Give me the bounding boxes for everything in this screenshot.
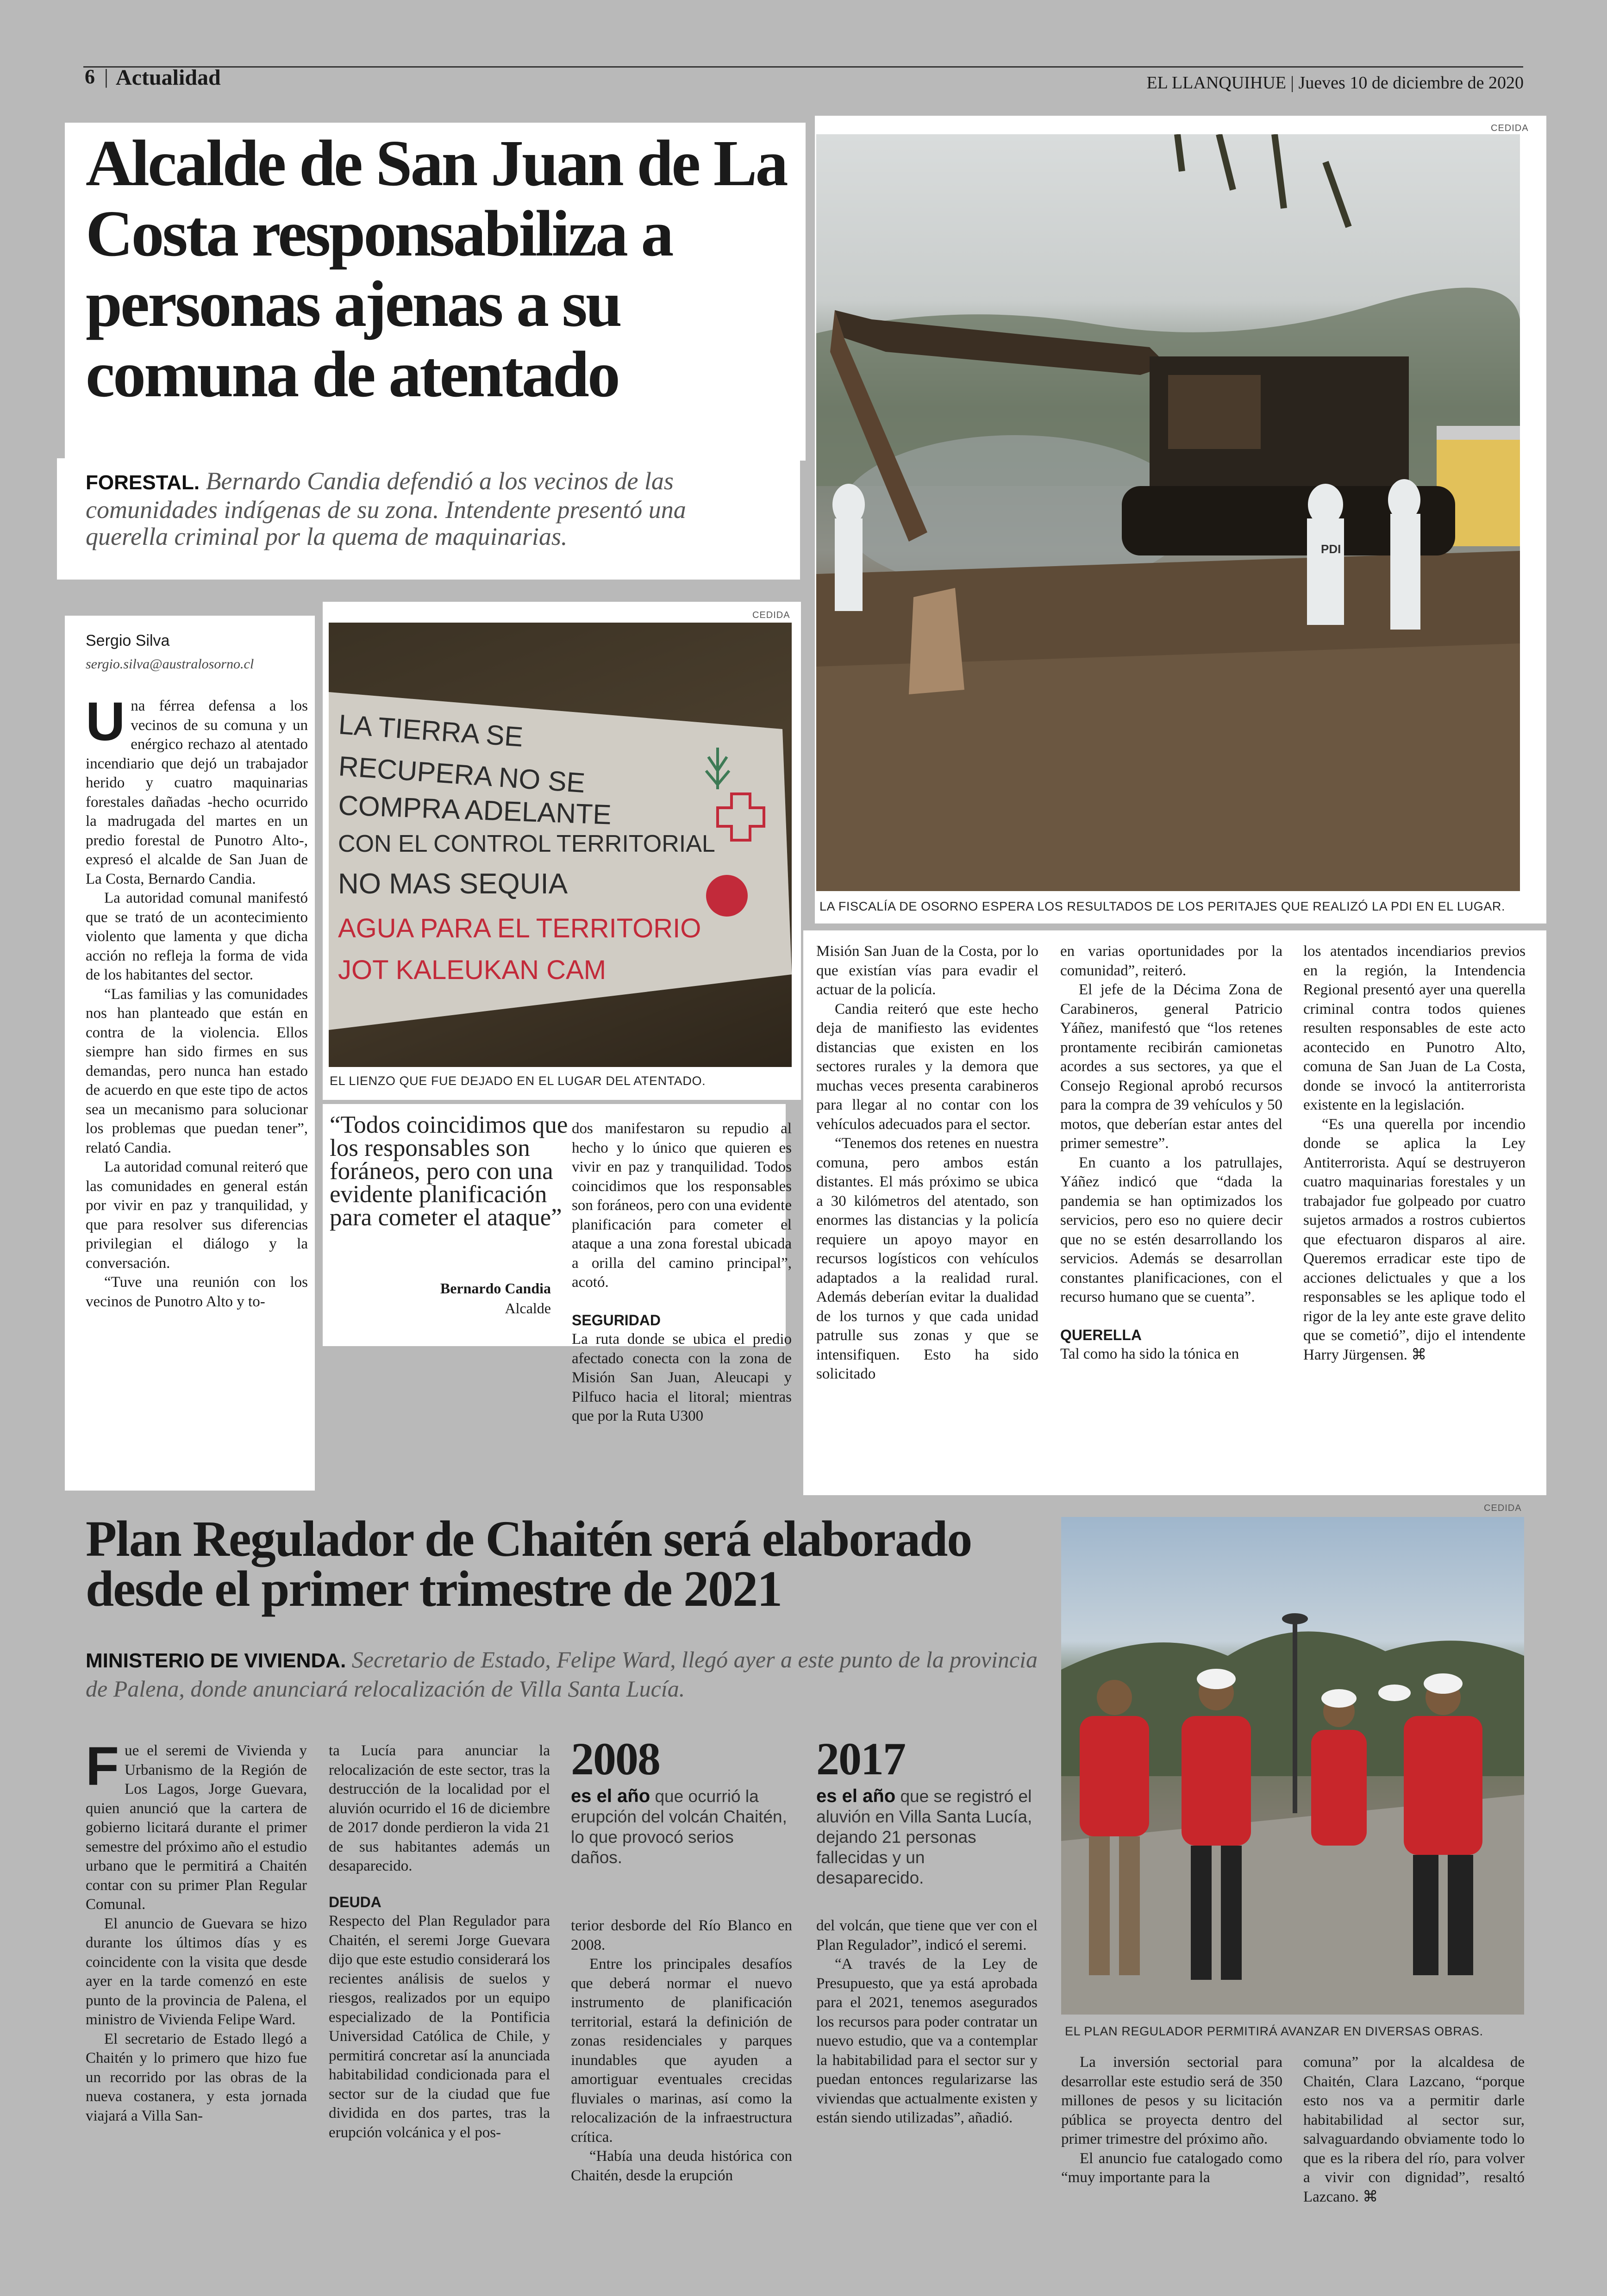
article1-column-3: [816, 942, 1038, 1384]
article2-column-2: [329, 1741, 550, 2142]
officials-walking-scene: [1061, 1517, 1524, 2015]
page-number: 6: [85, 65, 95, 88]
pull-quote: “Todos coincidimos que los responsables son foráneos, pero con una evidente planificación para cometer el ataque”: [330, 1111, 568, 1231]
paragraph: Respecto del Plan Regulador para Chaitén, el seremi Jorge Guevara dijo que este estudio considerará los recientes análisis de suelos y riesgos, realizados por un equipo especializado de la Pontificia Universidad Católica de Chile, y permitirá concretar así la anunciada habitabilidad condicionada para el sector sur de la ciudad que fue dividida en dos partes, tras la erupción volcánica y el pos-: [329, 1913, 550, 2141]
article2-column-6: [1303, 2053, 1525, 2207]
protest-banner: [329, 623, 792, 1067]
subhead-querella: QUERELLA: [1060, 1326, 1142, 1343]
paragraph: na férrea defensa a los vecinos de su comuna y un enérgico rechazo al atentado incendiario que dejó un trabajador herido y cuatro maquinarias forestales dañadas -hecho ocurrido la madrugada del martes en un predio forestal de Punotro Alto-, expresó el alcalde de San Juan de La Costa, Bernardo Candia.: [86, 698, 308, 887]
main-photo-credit: CEDIDA: [1491, 123, 1529, 133]
paragraph: dos manifestaron su repudio al hecho y lo único que quieren es vivir en paz y tranquilidad. Todos coincidimos que los responsables son foráneos, pero con una evidente planificación para cometer el ataque a una zona forestal ubicada a orilla del camino principal”, acotó.: [572, 1120, 792, 1291]
paragraph: comuna” por la alcaldesa de Chaitén, Clara Lazcano, “porque esto nos va a permitir darle habitabilidad al sector sur, salvaguardando obviamente todo lo que es la ribera del río, para volver a vivir con dignidad”, resaltó Lazcano. ⌘: [1303, 2054, 1525, 2205]
masthead-separator: |: [1290, 73, 1299, 93]
paragraph: en varias oportunidades por la comunidad”, reiteró.: [1060, 943, 1282, 979]
paragraph: ta Lucía para anunciar la relocalización de este sector, tras la destrucción de la localidad por el aluvión ocurrido el 16 de diciembre de 2017 donde perdieron la vida 21 de sus habitantes además un desaparecido.: [329, 1742, 550, 1874]
banner-line-7: JOT KALEUKAN CAM: [338, 955, 607, 985]
article1-column-4: [1060, 942, 1282, 1364]
paragraph: Tal como ha sido la tónica en: [1060, 1346, 1239, 1362]
banner-line-3: COMPRA ADELANTE: [338, 790, 612, 830]
article1-column-2: [572, 1119, 792, 1426]
article1-headline: Alcalde de San Juan de La Costa responsabiliza a personas ajenas a su comuna de atentado: [86, 126, 787, 411]
fact-bold: es el año: [816, 1786, 896, 1806]
paragraph: Misión San Juan de la Costa, por lo que existían vías para evadir el actuar de la policía.: [816, 943, 1038, 998]
red-circle-icon: [706, 875, 748, 917]
paragraph: El anuncio de Guevara se hizo durante los últimos días y es coincidente con la visita que desde ayer en la tarde comenzó en este punto de la provincia de Palena, el ministro de Vivienda Felipe Ward.: [86, 1915, 307, 2028]
article2-dropcap: F: [86, 1736, 119, 1797]
main-photo: [816, 134, 1520, 891]
main-photo-caption: LA FISCALÍA DE OSORNO ESPERA LOS RESULTADOS DE LOS PERITAJES QUE REALIZÓ LA PDI EN EL LUGAR.: [819, 899, 1506, 913]
fact-description: que ocurrió la erupción del volcán Chaitén, lo que provocó serios daños.: [571, 1787, 787, 1867]
fact-bold: es el año: [571, 1786, 650, 1806]
paragraph: En cuanto a los patrullajes, Yáñez indicó que “dada la pandemia se han optimizados los servicios, pero eso no quiere decir que no se estén desarrollando los servicios. Además se desarrollan constantes planificaciones, con el recurso humano que se cuenta”.: [1060, 1154, 1282, 1305]
lede-text: Bernardo Candia defendió a los vecinos de las comunidades indígenas de su zona. Intendente presentó una querella criminal por la quema de maquinarias.: [86, 467, 686, 550]
paragraph: La inversión sectorial para desarrollar este estudio será de 350 millones de pesos y su licitación pública se proyecta dentro del primer trimestre del próximo año.: [1061, 2054, 1282, 2147]
fact-year: 2017: [816, 1733, 905, 1784]
article2-headline: Plan Regulador de Chaitén será elaborado desde el primer trimestre de 2021: [86, 1510, 972, 1617]
fact-box-2008: [571, 1733, 788, 1868]
paragraph: terior desborde del Río Blanco en 2008.: [571, 1917, 792, 1953]
article1-lede: [86, 468, 757, 550]
paragraph: “Tuve una reunión con los vecinos de Punotro Alto y to-: [86, 1274, 308, 1310]
paragraph: El anuncio fue catalogado como “muy importante para la: [1061, 2150, 1282, 2186]
banner-photo-caption: EL LIENZO QUE FUE DEJADO EN EL LUGAR DEL ATENTADO.: [330, 1074, 706, 1088]
article2-column-5: [1061, 2053, 1282, 2188]
paragraph: La ruta donde se ubica el predio afectado conecta con la zona de Misión San Juan, Aleucapi y Pilfuco hacia el litoral; mientras que por la Ruta U300: [572, 1331, 792, 1424]
chaiten-photo: [1061, 1517, 1524, 2015]
fact-text: [571, 1786, 788, 1868]
section-name: Actualidad: [116, 65, 221, 90]
paragraph: del volcán, que tiene que ver con el Plan Regulador”, indicó el seremi.: [816, 1917, 1038, 1953]
banner-photo: [329, 623, 792, 1067]
burned-excavator-scene: [816, 134, 1520, 891]
chaiten-photo-caption: EL PLAN REGULADOR PERMITIRÁ AVANZAR EN DIVERSAS OBRAS.: [1065, 2024, 1483, 2038]
banner-line-4: CON EL CONTROL TERRITORIAL: [338, 830, 715, 857]
article1-column-5: [1303, 942, 1526, 1365]
paragraph: Candia reiteró que este hecho deja de manifiesto las evidentes distancias que existen en los sectores rurales y la demora que muchas veces presenta carabineros para llegar al no contar con los vehículos adecuados para el sector.: [816, 1000, 1038, 1133]
paragraph: “Es una querella por incendio donde se aplica la Ley Antiterrorista. Aquí se destruyeron cuatro maquinarias forestales y un trabajador fue golpeado por cuatro sujetos armados a rostros cubiertos que efectuaron disparos al aire. Queremos erradicar este tipo de acciones delictuales y que a los responsables se les aplique todo el rigor de la ley ante este grave delito que se cometió”, dijo el intendente Harry Jürgensen. ⌘: [1303, 1116, 1526, 1363]
author-email: sergio.silva@australosorno.cl: [86, 656, 254, 672]
paragraph: “Había una deuda histórica con Chaitén, desde la erupción: [571, 2148, 792, 2184]
lede-text: Secretario de Estado, Felipe Ward, llegó ayer a este punto de la provincia de Palena, donde anunciará relocalización de Villa Santa Lucía.: [86, 1647, 1038, 1702]
banner-line-2: RECUPERA NO SE: [338, 750, 586, 799]
article2-column-4: [816, 1916, 1038, 2128]
fact-box-2017: [816, 1733, 1034, 1888]
paragraph: El jefe de la Décima Zona de Carabineros, general Patricio Yáñez, manifestó que “los retenes prontamente recibirán camionetas acordes a sus sectores, ya que el Consejo Regional aprobó recursos para la compra de 39 vehículos y 50 motos, que deberían estar antes del primer semestre”.: [1060, 981, 1282, 1152]
pdi-label: PDI: [1321, 542, 1341, 556]
article2-column-1: [86, 1736, 307, 2126]
fact-year: 2008: [571, 1733, 660, 1784]
paragraph: El secretario de Estado llegó a Chaitén y lo primero que hizo fue un recorrido por las obras de la nueva costanera, y esta jornada viajará a Villa San-: [86, 2030, 307, 2124]
issue-date: Jueves 10 de diciembre de 2020: [1298, 73, 1524, 93]
banner-line-5: NO MAS SEQUIA: [338, 868, 568, 900]
chaiten-photo-credit: CEDIDA: [1484, 1503, 1522, 1513]
masthead-info: [1146, 73, 1524, 93]
header-rule: [83, 66, 1523, 68]
quote-role: Alcalde: [505, 1300, 551, 1316]
paragraph: los atentados incendiarios previos en la región, la Intendencia Regional presentó ayer una querella criminal contra todos quienes resulten responsables de este acto acontecido en Punotro Alto, comuna de San Juan de La Costa, donde se invocó la antiterrorista existente en la legislación.: [1303, 943, 1526, 1113]
newspaper-name: EL LLANQUIHUE: [1146, 73, 1286, 93]
quote-author: Bernardo Candia: [440, 1280, 551, 1297]
banner-line-6: AGUA PARA EL TERRITORIO: [338, 913, 701, 943]
paragraph: “A través de la Ley de Presupuesto, que ya está aprobada para el 2021, tenemos asegurados los recursos para poder contratar un nuevo estudio, que va a contemplar la habitabilidad para el sector sur y puedan entonces regularizarse las viviendas que actualmente existen y están siendo utilizadas”, añadió.: [816, 1956, 1038, 2126]
article2-column-3: [571, 1916, 792, 2185]
article1-column-1: [86, 691, 308, 1311]
banner-line-1: LA TIERRA SE: [338, 709, 524, 753]
paragraph: La autoridad comunal manifestó que se trató de un acontecimiento violento que lamenta y que dicha acción no refleja la forma de vida de los habitantes del sector.: [86, 890, 308, 983]
subhead-deuda: DEUDA: [329, 1893, 381, 1910]
banner-photo-credit: CEDIDA: [752, 610, 790, 620]
paragraph: La autoridad comunal reiteró que las comunidades en general están por vivir en paz y tranquilidad, y que para resolver sus diferencias privilegian el diálogo y la conversación.: [86, 1159, 308, 1272]
fact-text: [816, 1786, 1034, 1888]
fact-description: que se registró el aluvión en Villa Santa Lucía, dejando 21 personas fallecidas y un desaparecido.: [816, 1787, 1032, 1887]
paragraph: “Las familias y las comunidades nos han planteado que están en contra de la violencia. Ellos siempre han sido firmes en sus demandas, pero nunca han estado de acuerdo en que este tipo de actos sea un mecanismo para solucionar los problemas que puedan tener”, relató Candia.: [86, 986, 308, 1156]
lede-tag: MINISTERIO DE VIVIENDA.: [86, 1649, 346, 1672]
author-name: Sergio Silva: [86, 632, 170, 649]
subhead-seguridad: SEGURIDAD: [572, 1311, 661, 1329]
article1-dropcap: U: [86, 691, 125, 752]
header-separator: |: [104, 65, 108, 88]
article2-lede: [86, 1646, 1044, 1703]
lede-tag: FORESTAL.: [86, 471, 200, 494]
paragraph: Entre los principales desafíos que deberá normar el nuevo instrumento de planificación territorial, estará la definición de zonas residenciales y parques inundables que ayuden a amortiguar eventuales crecidas fluviales o marinas, así como la relocalización de la infraestructura crítica.: [571, 1956, 792, 2146]
paragraph: ue el seremi de Vivienda y Urbanismo de la Región de Los Lagos, Jorge Guevara, quien anunció que la cartera de gobierno licitará durante el primer semestre del próximo año el estudio urbano que le permitirá a Chaitén contar con su primer Plan Regular Comunal.: [86, 1742, 307, 1913]
paragraph: “Tenemos dos retenes en nuestra comuna, pero ambos están distantes. El más próximo se ubica a 30 kilómetros del atentado, son enormes las distancias y la policía requiere un apoyo mayor en recursos logísticos con vehículos adaptados a la realidad rural. Además deberían evitar la dualidad de los turnos y que cada unidad patrulle sus zonas y que se intensifiquen. Esto ha sido solicitado: [816, 1135, 1038, 1382]
